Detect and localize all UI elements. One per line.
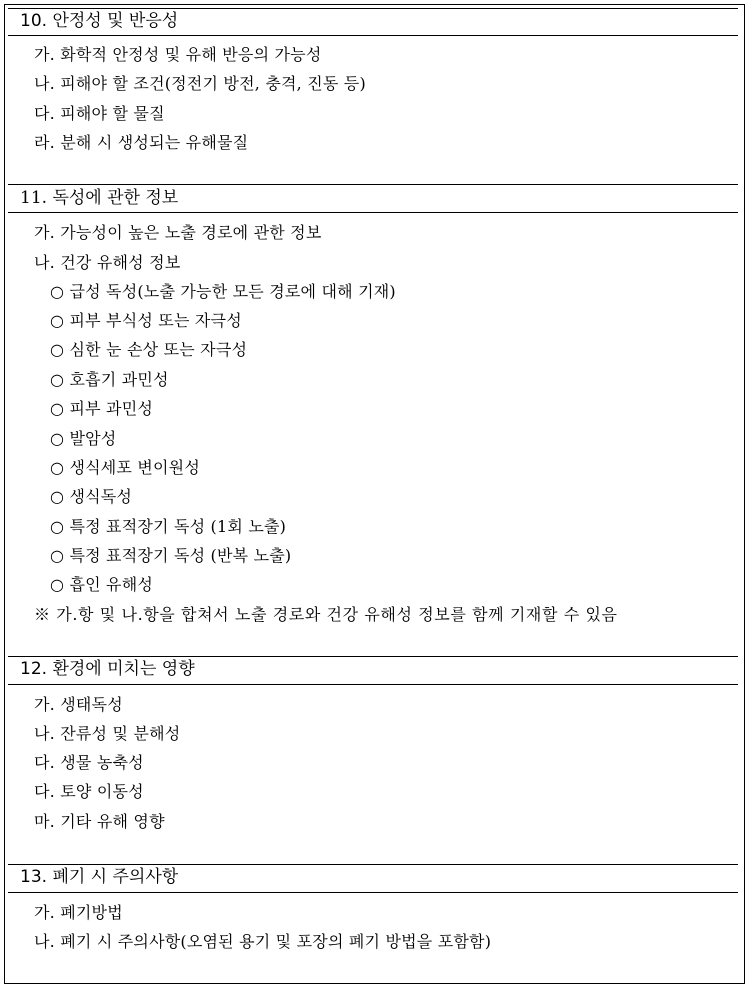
section-10-item: 다. 피해야 할 물질 [34, 104, 165, 123]
section-13-title: 13. 폐기 시 주의사항 [20, 867, 179, 887]
section-11-title: 11. 독성에 관한 정보 [20, 188, 179, 208]
health-hazard-item: ○ 생식독성 [50, 487, 133, 506]
section-top-rule [8, 8, 738, 9]
section-10-item: 나. 피해야 할 조건(정전기 방전, 충격, 진동 등) [34, 74, 366, 93]
section-10-item: 가. 화학적 안정성 및 유해 반응의 가능성 [34, 45, 322, 64]
section-divider [8, 212, 738, 213]
section-12-item: 가. 생태독성 [34, 695, 123, 714]
section-divider [8, 35, 738, 36]
section-divider [8, 892, 738, 893]
section-top-rule [8, 656, 738, 657]
section-12-item: 다. 토양 이동성 [34, 782, 144, 801]
health-hazard-item: ○ 생식세포 변이원성 [50, 458, 200, 477]
health-hazard-item: ○ 심한 눈 손상 또는 자극성 [50, 340, 248, 359]
section-11-item: 나. 건강 유해성 정보 [34, 253, 181, 272]
section-10-item: 라. 분해 시 생성되는 유해물질 [34, 133, 249, 152]
health-hazard-item: ○ 흡인 유해성 [50, 575, 154, 594]
health-hazard-item: ○ 특정 표적장기 독성 (1회 노출) [50, 517, 287, 536]
section-top-rule [8, 184, 738, 185]
section-13-item: 가. 폐기방법 [34, 903, 123, 922]
section-12-item: 마. 기타 유해 영향 [34, 812, 165, 831]
health-hazard-item: ○ 피부 과민성 [50, 399, 154, 418]
health-hazard-item: ○ 특정 표적장기 독성 (반복 노출) [50, 546, 292, 565]
section-10-title: 10. 안정성 및 반응성 [20, 11, 179, 31]
health-hazard-item: ○ 피부 부식성 또는 자극성 [50, 311, 242, 330]
section-11-item: 가. 가능성이 높은 노출 경로에 관한 정보 [34, 223, 322, 242]
section-top-rule [8, 864, 738, 865]
health-hazard-item: ○ 발암성 [50, 429, 117, 448]
section-11-note: ※ 가.항 및 나.항을 합쳐서 노출 경로와 건강 유해성 정보를 함께 기재할 수 있음 [34, 605, 618, 624]
section-divider [8, 684, 738, 685]
section-12-item: 다. 생물 농축성 [34, 753, 144, 772]
section-12-item: 나. 잔류성 및 분해성 [34, 724, 181, 743]
health-hazard-item: ○ 호흡기 과민성 [50, 370, 169, 389]
section-12-title: 12. 환경에 미치는 영향 [20, 659, 195, 679]
section-13-item: 나. 폐기 시 주의사항(오염된 용기 및 포장의 폐기 방법을 포함함) [34, 932, 492, 951]
health-hazard-item: ○ 급성 독성(노출 가능한 모든 경로에 대해 기재) [50, 282, 396, 301]
